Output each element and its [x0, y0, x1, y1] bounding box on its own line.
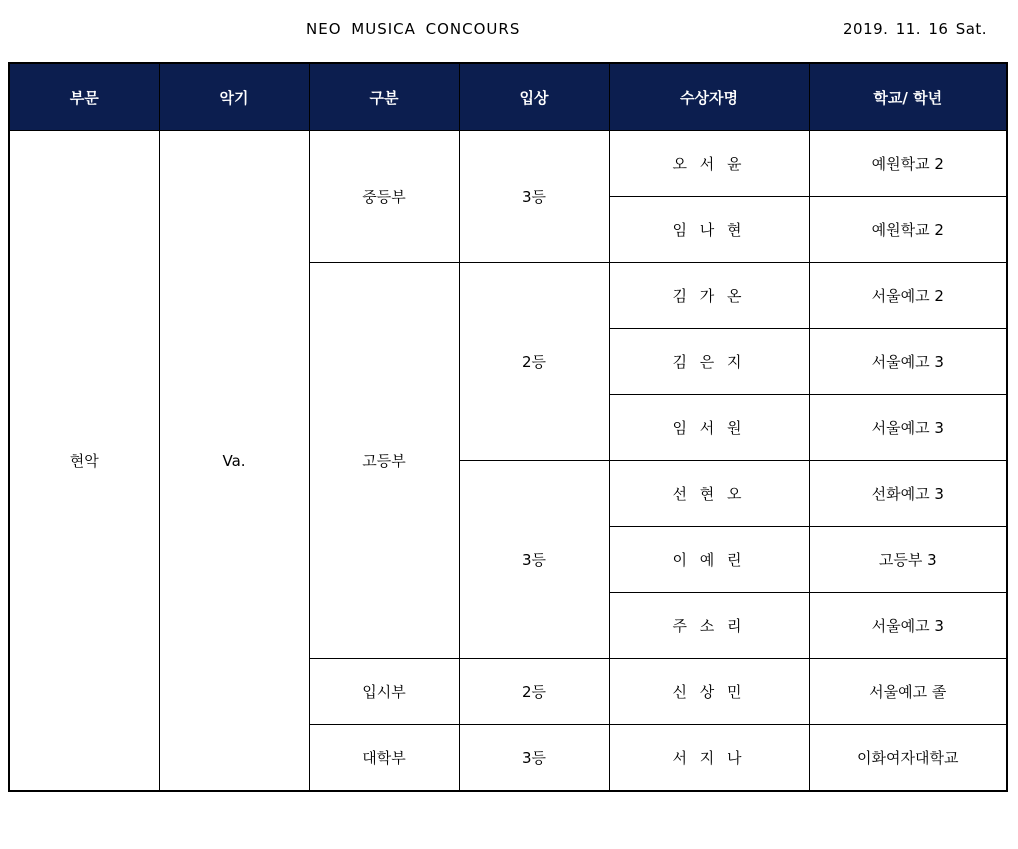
winner-name-cell: 오 서 윤 [609, 131, 809, 197]
event-date: 2019. 11. 16 Sat. [843, 20, 988, 38]
school-grade-cell: 이화여자대학교 [809, 725, 1007, 792]
placement-cell: 2등 [459, 659, 609, 725]
results-table [8, 62, 1008, 792]
instrument-cell: Va. [159, 131, 309, 792]
category-cell: 현악 [9, 131, 159, 792]
placement-cell: 3등 [459, 725, 609, 792]
column-header-instrument: 악기 [159, 63, 309, 131]
school-grade-cell: 고등부 3 [809, 527, 1007, 593]
winner-name-cell: 서 지 나 [609, 725, 809, 792]
school-grade-cell: 예원학교 2 [809, 131, 1007, 197]
winner-name-cell: 신 상 민 [609, 659, 809, 725]
winner-name-cell: 임 나 현 [609, 197, 809, 263]
column-header-winner-name: 수상자명 [609, 63, 809, 131]
column-header-division: 구분 [309, 63, 459, 131]
school-grade-cell: 예원학교 2 [809, 197, 1007, 263]
school-grade-cell: 서울예고 3 [809, 593, 1007, 659]
placement-cell: 2등 [459, 263, 609, 461]
column-header-school-grade: 학교/ 학년 [809, 63, 1007, 131]
column-header-category: 부문 [9, 63, 159, 131]
winner-name-cell: 김 가 온 [609, 263, 809, 329]
school-grade-cell: 서울예고 3 [809, 395, 1007, 461]
winner-name-cell: 김 은 지 [609, 329, 809, 395]
table-header-row [9, 63, 1007, 131]
school-grade-cell: 서울예고 졸 [809, 659, 1007, 725]
division-cell-university: 대학부 [309, 725, 459, 792]
winner-name-cell: 주 소 리 [609, 593, 809, 659]
placement-cell: 3등 [459, 131, 609, 263]
division-cell-high-school: 고등부 [309, 263, 459, 659]
winner-name-cell: 이 예 린 [609, 527, 809, 593]
winner-name-cell: 임 서 원 [609, 395, 809, 461]
column-header-placement: 입상 [459, 63, 609, 131]
division-cell-middle-school: 중등부 [309, 131, 459, 263]
winner-name-cell: 선 현 오 [609, 461, 809, 527]
table-row [9, 131, 1007, 197]
page-title: NEO MUSICA CONCOURS [306, 20, 521, 38]
school-grade-cell: 서울예고 3 [809, 329, 1007, 395]
division-cell-admissions: 입시부 [309, 659, 459, 725]
school-grade-cell: 선화예고 3 [809, 461, 1007, 527]
school-grade-cell: 서울예고 2 [809, 263, 1007, 329]
placement-cell: 3등 [459, 461, 609, 659]
